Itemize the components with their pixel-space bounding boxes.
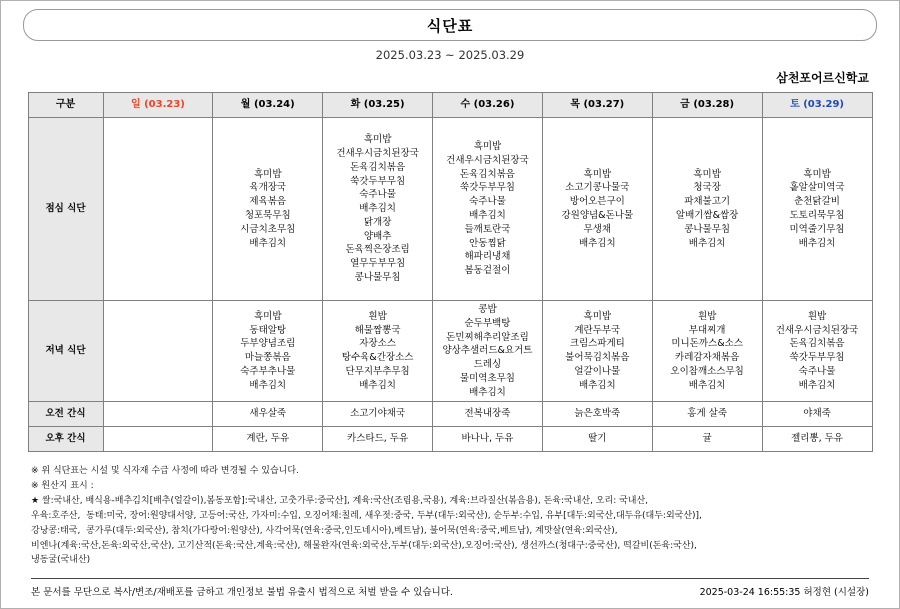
cell-lunch-thu: 흑미밥 소고기콩나물국 방어오븐구이 강원양념&돈나물 무생채 배추김치 xyxy=(542,118,652,301)
cell-lunch-sat: 흑미밥 홑알살미역국 춘천닭갈비 도토리묵무침 미역줄기무침 배추김치 xyxy=(762,118,872,301)
meal-plan-table xyxy=(28,92,873,452)
cell-afternoon-snack-sun xyxy=(103,427,213,452)
note-origin-line-5: 냉동굴(국내산) xyxy=(31,555,91,566)
cell-lunch-sun xyxy=(103,118,213,301)
cell-lunch-tue: 흑미밥 건새우시금치된장국 돈육김치볶음 쑥갓두부무침 숙주나물 배추김치 닭개장 양배추 돈육찍은장조림 열무두부무침 콩나물무침 xyxy=(323,118,433,301)
note-origin-line-4: 비엔나(계육:국산,돈육:외국산,국산), 고기산적(돈육:국산,계육:국산), 해물완자(연육:외국산,두부(대두:외국산),오징어:국산), 생선까스(청대구:중국산), 떡갈비(돈육:국산), xyxy=(31,540,697,551)
note-origin-label: ※ 원산지 표시 : xyxy=(31,481,94,492)
column-header-thu: 목 (03.27) xyxy=(542,93,652,118)
footer-legal-text: 본 문서를 무단으로 복사/변조/재배포를 금하고 개인정보 불법 유출시 법적으로 처벌 받을 수 있습니다. xyxy=(31,587,453,598)
row-label-afternoon-snack: 오후 간식 xyxy=(28,427,103,452)
note-disclaimer: ※ 위 식단표는 시설 및 식자재 수급 사정에 따라 변경될 수 있습니다. xyxy=(31,466,299,477)
cell-dinner-thu: 흑미밥 계란두부국 크림스파게티 불어묵김치볶음 얼갈이나물 배추김치 xyxy=(542,301,652,402)
page-title: 식단표 xyxy=(426,16,474,35)
column-header-tue: 화 (03.25) xyxy=(323,93,433,118)
cell-dinner-mon: 흑미밥 동태알탕 두부양념조림 마늘쫑볶음 숙주부추나물 배추김치 xyxy=(213,301,323,402)
table-row-lunch xyxy=(28,118,872,301)
document-footer xyxy=(1,578,899,598)
table-header xyxy=(28,93,872,118)
cell-morning-snack-sat: 야채죽 xyxy=(762,402,872,427)
column-header-sun: 일 (03.23) xyxy=(103,93,213,118)
row-label-dinner: 저녁 식단 xyxy=(28,301,103,402)
table-body xyxy=(28,118,872,452)
cell-morning-snack-thu: 늙은호박죽 xyxy=(542,402,652,427)
table-row-afternoon-snack xyxy=(28,427,872,452)
cell-dinner-sun xyxy=(103,301,213,402)
cell-afternoon-snack-mon: 계란, 두유 xyxy=(213,427,323,452)
cell-lunch-fri: 흑미밥 청국장 파채불고기 알배기쌈&쌈장 콩나물무침 배추김치 xyxy=(652,118,762,301)
cell-morning-snack-sun xyxy=(103,402,213,427)
footer-divider xyxy=(31,578,869,579)
footer-signature: 2025-03-24 16:55:35 허정현 (시설장) xyxy=(699,587,869,598)
column-header-label: 구분 xyxy=(28,93,103,118)
cell-dinner-sat: 흰밥 건새우시금치된장국 돈육김치볶음 쑥갓두부무침 숙주나물 배추김치 xyxy=(762,301,872,402)
notes-section xyxy=(31,464,869,568)
cell-morning-snack-wed: 전복내장죽 xyxy=(433,402,543,427)
table-row-morning-snack xyxy=(28,402,872,427)
cell-dinner-tue: 흰밥 해물짬뽕국 자장소스 탕수육&간장소스 단무지부추무침 배추김치 xyxy=(323,301,433,402)
column-header-sat: 토 (03.29) xyxy=(762,93,872,118)
column-header-mon: 월 (03.24) xyxy=(213,93,323,118)
cell-afternoon-snack-thu: 딸기 xyxy=(542,427,652,452)
note-origin-line-2: 우육:호주산, 동태:미국, 장어:원양대서양, 고등어:국산, 가자미:수입, 오징어채:칠레, 새우젓:중국, 두부(대두:외국산), 순두부:수입, 유부[대두:외국산,대두유(대두:외국산)], xyxy=(31,510,702,521)
cell-morning-snack-fri: 홍게 살죽 xyxy=(652,402,762,427)
row-label-morning-snack: 오전 간식 xyxy=(28,402,103,427)
cell-dinner-wed: 콩밥 순두부백탕 돈민찌해추리알조림 양상추샐러드&요거트 드레싱 물미역초무침 배추김치 xyxy=(433,301,543,402)
cell-morning-snack-tue: 소고기야채국 xyxy=(323,402,433,427)
note-origin-line-1: ★ 쌀:국내산, 배식용-배추김치[배추(얼갈이),봄동포함]:국내산, 고춧가루:중국산], 계육:국산(조림용,국용), 계육:브라질산(볶음용), 돈육:국내산, 오리: 국내산, xyxy=(31,496,649,507)
row-label-lunch: 점심 식단 xyxy=(28,118,103,301)
column-header-wed: 수 (03.26) xyxy=(433,93,543,118)
table-row-dinner xyxy=(28,301,872,402)
cell-lunch-wed: 흑미밥 건새우시금치된장국 돈육김치볶음 쑥갓두부무침 숙주나물 배추김치 들깨토란국 안동찜닭 해파리냉채 봄동겉절이 xyxy=(433,118,543,301)
note-origin-line-3: 강낭콩:태국, 콩가루(대두:외국산), 참치(가다랑어:원양산), 사각어묵(연육:중국,인도네시아),베트남), 불어묵(연육:중국,베트남), 계맛살(연육:외국산), xyxy=(31,525,618,536)
cell-afternoon-snack-fri: 귤 xyxy=(652,427,762,452)
date-range: 2025.03.23 ~ 2025.03.29 xyxy=(375,48,525,62)
column-header-fri: 금 (03.28) xyxy=(652,93,762,118)
cell-afternoon-snack-wed: 바나나, 두유 xyxy=(433,427,543,452)
document-title-bar xyxy=(23,9,877,41)
cell-afternoon-snack-sat: 젤리뽕, 두유 xyxy=(762,427,872,452)
cell-lunch-mon: 흑미밥 육개장국 제육볶음 청포묵무침 시금치초무침 배추김치 xyxy=(213,118,323,301)
school-name: 삼천포어르신학교 xyxy=(776,71,869,85)
cell-morning-snack-mon: 새우살죽 xyxy=(213,402,323,427)
footer-row xyxy=(31,584,869,598)
cell-afternoon-snack-tue: 카스타드, 두유 xyxy=(323,427,433,452)
cell-dinner-fri: 흰밥 부대찌개 미니돈까스&소스 카레감자채볶음 오이참깨소스무침 배추김치 xyxy=(652,301,762,402)
table-header-row xyxy=(28,93,872,118)
